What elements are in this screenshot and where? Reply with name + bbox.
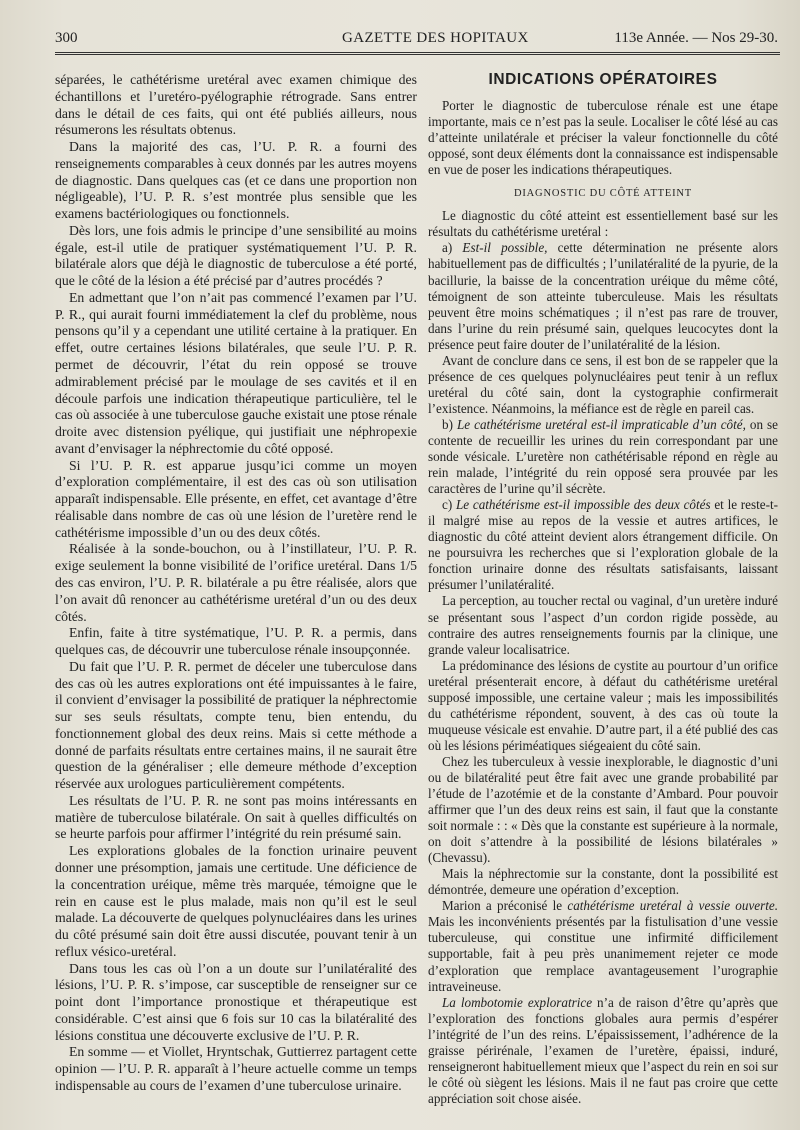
text-span: n’a de raison d’être qu’après que l’exploration des fonctions globales aura permis d’espérer l’intégrité de l’un des reins. L’épaississement, l’adhérence de la graisse périrénale, l’examen de l’uretère, épaissi, induré, renseigneront habituellement mieux que l’aspect du rein en soi sur le côté où siègent les lésions. Mais il ne faut pas croire que cette appréciation soit chose aisée. — [428, 994, 779, 1106]
item-text: cette détermination ne présente alors habituellement pas de difficultés ; l’unilatéralité de la pyurie, de la bacillurie, la baisse de la concentration uréique du même côté, témoignent de son atteinte tuberculeuse. Mais les résultats peuvent être moins schématiques ; il n’est pas rare de trouver, dans l’urine du rein présumé sain, quelques leucocytes dont la présence peut faire douter de l’unilatéralité de la lésion. — [428, 240, 778, 352]
page-header — [55, 30, 780, 55]
paragraph: Dès lors, une fois admis le principe d’une sensibilité au moins égale, est-il utile de pratiquer systématiquement l’U. P. R. bilatérale alors que déjà le diagnostic de tuberculose a été porté, que le côté de la lésion a été précisé par d’autres procédés ? — [55, 222, 417, 289]
text-span: Marion a préconisé le — [442, 898, 568, 914]
paragraph: Avant de conclure dans ce sens, il est bon de se rappeler que la présence de ces quelques polynucléaires peut tenir à un reflux uretéral du côté sain, dont la cystographie confirmerait l’existence. Néanmoins, la méfiance est de règle en pareil cas. — [428, 352, 778, 416]
paragraph-a — [428, 240, 778, 352]
paragraph: Chez les tuberculeux à vessie inexplorable, le diagnostic d’uni ou de bilatéralité peut être fait avec une grande probabilité par l’étude de l’azotémie et de la constante d’Ambard. Pour pouvoir affirmer que l’un des deux reins est sain, il faut que la constante soit normale : : « Dès que la constante est supérieure à la normale, on doit s’attendre à la possibilité de lésions bilatérales » (Chevassu). — [428, 753, 778, 866]
paragraph: En somme — et Viollet, Hryntschak, Guttierrez partagent cette opinion — l’U. P. R. apparaît à l’heure actuelle comme un temps indispensable au cours de l’examen d’une tuberculose urinaire. — [55, 1044, 417, 1093]
paragraph: Enfin, faite à titre systématique, l’U. P. R. a permis, dans quelques cas, de découvrir une tuberculose rénale insoupçonnée. — [55, 625, 417, 658]
paragraph — [428, 995, 778, 1107]
text-span: Mais les inconvénients présentés par la fistulisation d’une vessie tuberculeuse, qui constitue une infirmité difficilement supportable, fait à peu près unanimement rejeter ce mode d’exploration que remplace avantageusement l’urographie intraveineuse. — [428, 914, 778, 994]
paragraph: Du fait que l’U. P. R. permet de déceler une tuberculose dans des cas où les autres explorations ont été impuissantes à le faire, il convient d’envisager la possibilité de pratiquer la néphrectomie sur ses seuls résultats, compte tenu, bien entendu, du fonctionnement global des deux reins. Mais si cette méthode a donné de parfaits résultats entre certaines mains, il ne saurait être question de la généraliser ; elle demeure méthode d’exception réservée aux urologues particulièrement compétents. — [55, 658, 417, 792]
italic-term: La lombotomie exploratrice — [442, 994, 593, 1010]
paragraph: Porter le diagnostic de tuberculose rénale est une étape importante, mais ce n’est pas la seule. Localiser le côté lésé au cas d’atteinte unilatérale et préciser la valeur fonctionnelle du côté opposé, sont deux éléments dont la connaissance est indispensable en vue de poser les indications thérapeutiques. — [428, 98, 778, 178]
item-title: Le cathétérisme est-il impossible des deux côtés — [455, 497, 711, 513]
paragraph: Réalisée à la sonde-bouchon, ou à l’instillateur, l’U. P. R. exige seulement la bonne visibilité de l’orifice uretéral. Dans 1/5 des cas environ, l’U. P. R. bilatérale a pu être réalisée, alors que l’on avait dû renoncer au cathétérisme uretéral d’un ou des deux côtés. — [55, 541, 417, 624]
paragraph: séparées, le cathétérisme uretéral avec examen chimique des échantillons et l’uretéro-pyélographie rétrograde. Sans entrer dans le détail de ces faits, qui ont été publiés ailleurs, nous résumerons les résultats obtenus. — [55, 72, 417, 138]
subsection-title: DIAGNOSTIC DU CÔTÉ ATTEINT — [514, 188, 692, 200]
right-column — [428, 72, 778, 1107]
paragraph: Le diagnostic du côté atteint est essentiellement basé sur les résultats du cathétérisme uretéral : — [428, 208, 778, 240]
issue-info: 113e Année. — Nos 29-30. — [614, 30, 778, 46]
paragraph: Dans la majorité des cas, l’U. P. R. a fourni des renseignements comparables à ceux donnés par les autres moyens de diagnostic. Dans quelques cas (et ce dans une proportion non négligeable), l’U. P. R. s’est montrée plus sensible que les examens bactériologiques ou fonctionnels. — [55, 139, 417, 222]
paragraph: La prédominance des lésions de cystite au pourtour d’un orifice uretéral présenterait encore, à défaut du cathétérisme uretéral supposé impossible, une certaine valeur ; mais les impossibilités du cathétérisme répondent, souvent, à des cas où toute la muqueuse vésicale est envahie. D’autre part, il a été publié des cas où les lésions périméatiques siégeaient du côté sain. — [428, 657, 778, 753]
paragraph: Dans tous les cas où l’on a un doute sur l’unilatéralité des lésions, l’U. P. R. s’impose, car susceptible de renseigner sur ce point dont l’importance pronostique et thérapeutique est considérable. C’est ainsi que 6 fois sur 10 cas la bilatéralité des lésions constitua une découverte exclusive de l’U. P. R. — [55, 960, 417, 1043]
paragraph-c — [428, 497, 778, 593]
paragraph: En admettant que l’on n’ait pas commencé l’examen par l’U. P. R., qui aurait fourni immédiatement la clef du problème, nous pensons qu’il y a cependant une utilité certaine à la pratiquer. En effet, outre certaines lésions bilatérales, que seule l’U. P. R. permet de découvrir, l’état du rein opposé se trouve admirablement précisé par le moulage de ses cavités et il en découle parfois une indication thérapeutique particulière, tel le cas où associée à une tuberculose gauche existait une ptose rénale droite avec distension pyélique, qui justifiait une néphropexie avant d’envisager la néphrectomie du côté opposé. — [55, 289, 417, 456]
item-title: Est-il possible, — [462, 240, 548, 256]
paragraph: La perception, au toucher rectal ou vaginal, d’un uretère induré se présentant sous l’aspect d’un cordon rigide possède, au contraire des autres renseignements fournis par la clinique, une grande valeur localisatrice. — [428, 593, 778, 657]
paragraph: Si l’U. P. R. est apparue jusqu’ici comme un moyen d’exploration complémentaire, il est des cas où son utilisation apparaît indispensable. Elle présente, en effet, cet avantage d’être réalisable dans nombre de cas où une lésion de l’uretère rend le cathétérisme impossible d’un ou des deux côtés. — [55, 457, 417, 540]
item-label: b) — [442, 416, 457, 432]
italic-term: cathétérisme uretéral à vessie ouverte. — [567, 898, 778, 914]
paragraph — [428, 898, 778, 994]
paragraph-b — [428, 417, 778, 497]
paragraph: Les résultats de l’U. P. R. ne sont pas moins intéressants en matière de tuberculose bilatérale. On sait à quelles difficultés on se heurte parfois pour affirmer l’intégrité du rein présumé sain. — [55, 792, 417, 842]
item-text: on se contente de recueillir les urines du rein correspondant par une sonde vésicale. L’uretère non cathétérisable répond en règle au rein malade, l’intégrité du rein opposé sera prouvée par les caractères de l’urine qu’il sécrète. — [428, 416, 778, 497]
item-label: a) — [442, 240, 463, 256]
item-title: Le cathétérisme uretéral est-il impraticable d’un côté, — [456, 416, 746, 432]
section-title: INDICATIONS OPÉRATOIRES — [488, 71, 718, 88]
paragraph: Mais la néphrectomie sur la constante, dont la possibilité est démontrée, demeure une opération d’exception. — [428, 866, 778, 898]
left-column — [55, 72, 417, 1095]
item-text: et le reste-t-il malgré mise au repos de la vessie et autres artifices, le diagnostic du côté atteint devient alors étrangement difficile. On ne poursuivra les recherches que si l’exploration globale de la fonction urinaire donne des résultats satisfaisants, laissant présumer l’unilatéralité. — [428, 497, 779, 593]
item-label: c) — [442, 497, 456, 513]
journal-title: GAZETTE DES HOPITAUX — [342, 30, 529, 46]
paragraph: Les explorations globales de la fonction urinaire peuvent donner une présomption, jamais une certitude. Une déficience de la concentration uréique, même très marquée, témoigne que le rein en cause est le plus malade, mais non qu’il est le seul malade. La découverte de quelques polynucléaires dans les urines du côté présumé sain doit être aussi discutée, pouvant tenir à un reflux vésico-uretéral. — [55, 843, 417, 959]
page-number: 300 — [55, 30, 78, 46]
